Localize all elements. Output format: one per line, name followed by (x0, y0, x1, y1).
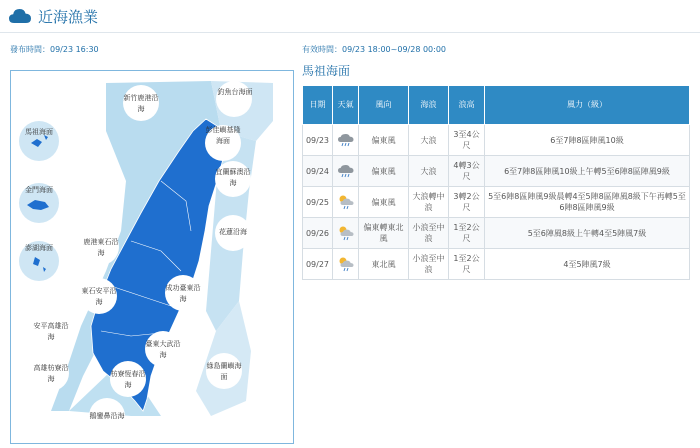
map-label-pengjia[interactable]: 彭佳嶼基隆海面 (205, 126, 241, 145)
weather-cell (333, 125, 359, 156)
table-header-row (303, 86, 690, 125)
row-wind-force: 6至7陣8區陣風10級上午轉5至6陣8區陣風9級 (485, 156, 690, 187)
row-date: 09/26 (303, 218, 333, 249)
map-label-matsu[interactable]: 馬祖海面 (25, 128, 53, 136)
col-wind-direction: 風向 (359, 86, 409, 125)
rain-cloud-icon (337, 132, 355, 148)
sun-rain-icon (337, 194, 355, 210)
map-label-hsinchu[interactable]: 新竹鹿港沿海 (123, 94, 159, 113)
row-wind-force: 4至5陣風7級 (485, 249, 690, 280)
map-label-penghu[interactable]: 澎湖海面 (25, 244, 53, 252)
map-label-hualien[interactable]: 花蓮沿海 (219, 228, 247, 236)
row-wind-force: 5至6陣風8級上午轉4至5陣風7級 (485, 218, 690, 249)
row-wave-height: 4轉3公尺 (449, 156, 485, 187)
table-row (303, 218, 690, 249)
col-date: 日期 (303, 86, 333, 125)
forecast-table (302, 85, 690, 280)
row-date: 09/27 (303, 249, 333, 280)
table-row (303, 249, 690, 280)
row-date: 09/23 (303, 125, 333, 156)
col-wave: 海浪 (409, 86, 449, 125)
weather-cell (333, 218, 359, 249)
sea-area-title: 馬祖海面 (302, 64, 351, 78)
row-wind-direction: 偏東風 (359, 125, 409, 156)
map-label-dongshi[interactable]: 東石安平沿海 (81, 287, 117, 306)
sun-rain-icon (337, 256, 355, 272)
row-wind-direction: 偏東風 (359, 187, 409, 218)
row-wave: 小浪至中浪 (409, 249, 449, 280)
header-divider (0, 32, 700, 33)
row-wave-height: 1至2公尺 (449, 218, 485, 249)
map-label-yilan[interactable]: 宜蘭蘇澳沿海 (215, 168, 251, 187)
row-date: 09/25 (303, 187, 333, 218)
table-row (303, 156, 690, 187)
map-label-chenggong[interactable]: 成功臺東沿海 (165, 284, 201, 303)
sea-area-map (10, 70, 294, 444)
row-wave-height: 1至2公尺 (449, 249, 485, 280)
cloud-icon (9, 8, 31, 24)
row-wave-height: 3至4公尺 (449, 125, 485, 156)
weather-cell (333, 156, 359, 187)
map-label-lukang[interactable]: 鹿港東石沿海 (83, 238, 119, 257)
row-wave: 大浪 (409, 125, 449, 156)
weather-cell (333, 249, 359, 280)
valid-time: 有效時間：09/23 18:00~09/28 00:00 (302, 45, 447, 54)
row-wave-height: 3轉2公尺 (449, 187, 485, 218)
table-row (303, 125, 690, 156)
col-wind-force: 風力（級） (485, 86, 690, 125)
map-label-fangliao[interactable]: 枋寮恆春沿海 (110, 370, 146, 389)
col-weather: 天氣 (333, 86, 359, 125)
row-wind-direction: 偏東轉東北風 (359, 218, 409, 249)
page-title: 近海漁業 (38, 8, 99, 26)
rain-cloud-icon (337, 163, 355, 179)
map-label-anping[interactable]: 安平高雄沿海 (33, 322, 69, 341)
sun-rain-icon (337, 225, 355, 241)
map-label-taitung[interactable]: 臺東大武沿海 (145, 340, 181, 359)
row-wave: 大浪 (409, 156, 449, 187)
row-wind-direction: 偏東風 (359, 156, 409, 187)
row-wind-force: 6至7陣8區陣風10級 (485, 125, 690, 156)
row-date: 09/24 (303, 156, 333, 187)
page-header (0, 0, 700, 34)
col-wave-height: 浪高 (449, 86, 485, 125)
map-label-eluanbi[interactable]: 鵝鑾鼻沿海 (89, 412, 125, 420)
map-label-kaohsiung[interactable]: 高雄枋寮沿海 (33, 364, 69, 383)
weather-cell (333, 187, 359, 218)
table-row (303, 187, 690, 218)
map-label-diaoyutai[interactable]: 釣魚台海面 (217, 88, 253, 96)
row-wind-force: 5至6陣8區陣風9級晨轉4至5陣8區陣風8級下午再轉5至6陣8區陣風9級 (485, 187, 690, 218)
map-label-lanyu[interactable]: 綠島蘭嶼海面 (206, 362, 242, 381)
map-label-kinmen[interactable]: 金門海面 (25, 186, 53, 194)
row-wind-direction: 東北風 (359, 249, 409, 280)
row-wave: 大浪轉中浪 (409, 187, 449, 218)
issue-time: 發布時間：09/23 16:30 (10, 45, 99, 54)
row-wave: 小浪至中浪 (409, 218, 449, 249)
